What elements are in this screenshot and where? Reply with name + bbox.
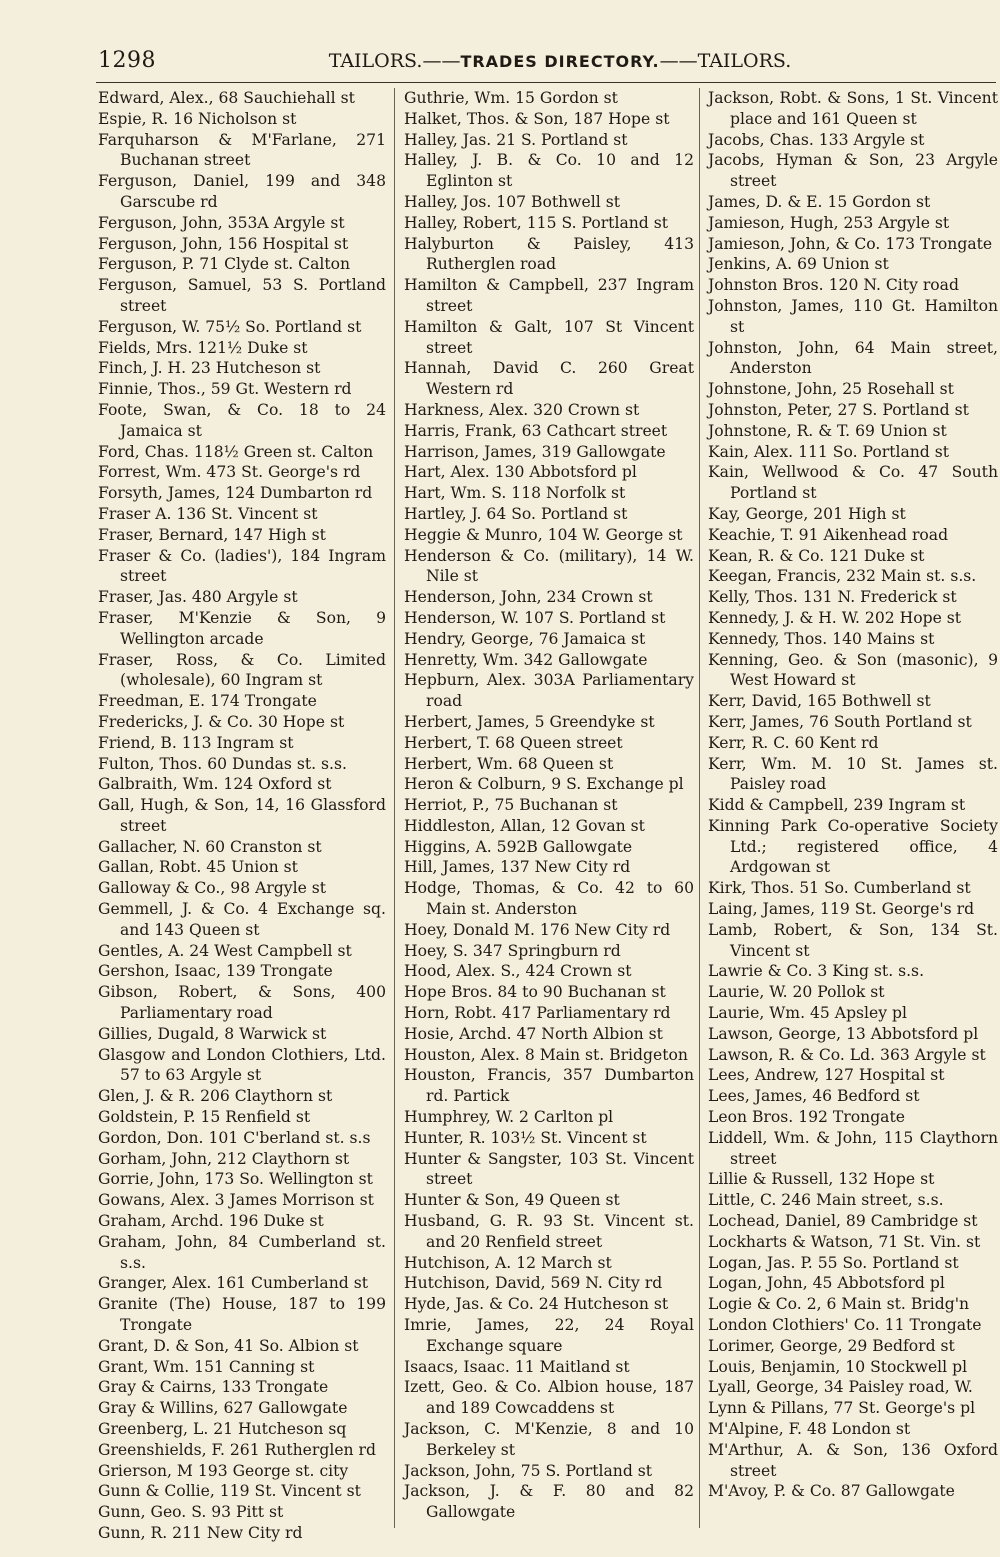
directory-entry: Jamieson, John, & Co. 173 Trongate — [708, 234, 993, 253]
directory-entry: Fields, Mrs. 121½ Duke st — [98, 338, 308, 357]
directory-entry: Gentles, A. 24 West Campbell st — [98, 941, 352, 960]
directory-entry: Ferguson, John, 353A Argyle st — [98, 213, 345, 232]
directory-entry: Glasgow and London Clothiers, Ltd. 57 to 63 Argyle st — [98, 1045, 386, 1085]
directory-entry: Hutchison, A. 12 March st — [404, 1253, 612, 1272]
directory-entry: Halley, Jas. 21 S. Portland st — [404, 130, 628, 149]
directory-entry: Logan, Jas. P. 55 So. Portland st — [708, 1253, 959, 1272]
directory-entry: Horn, Robt. 417 Parliamentary rd — [404, 1004, 671, 1023]
page-number: 1298 — [98, 48, 156, 73]
directory-entry: Heron & Colburn, 9 S. Exchange pl — [404, 775, 684, 794]
column-3 — [708, 88, 998, 1502]
right-heading: TAILORS. — [697, 50, 792, 72]
directory-entry: Grant, D. & Son, 41 So. Albion st — [98, 1336, 359, 1355]
page-header — [0, 44, 1000, 74]
directory-entry: Gorham, John, 212 Claythorn st — [98, 1149, 350, 1168]
directory-entry: Gray & Willins, 627 Gallowgate — [98, 1399, 348, 1418]
directory-entry: Gunn, Geo. S. 93 Pitt st — [98, 1503, 284, 1522]
directory-entry: Henderson, John, 234 Crown st — [404, 588, 653, 607]
directory-entry: Gallan, Robt. 45 Union st — [98, 858, 298, 877]
directory-entry: Herbert, Wm. 68 Queen st — [404, 754, 614, 773]
directory-entry: Herbert, James, 5 Greendyke st — [404, 712, 655, 731]
directory-entry: Ferguson, W. 75½ So. Portland st — [98, 317, 362, 336]
directory-entry: Forsyth, James, 124 Dumbarton rd — [98, 484, 373, 503]
directory-entry: Fraser, Bernard, 147 High st — [98, 525, 326, 544]
directory-entry: Hannah, David C. 260 Great Western rd — [404, 359, 694, 399]
directory-entry: Lawrie & Co. 3 King st. s.s. — [708, 962, 925, 981]
directory-entry: Hosie, Archd. 47 North Albion st — [404, 1024, 663, 1043]
directory-entry: Jackson, C. M'Kenzie, 8 and 10 Berkeley st — [404, 1420, 694, 1459]
directory-entry: Logan, John, 45 Abbotsford pl — [708, 1274, 945, 1293]
center-heading: TRADES DIRECTORY. — [460, 52, 660, 71]
directory-entry: Hart, Wm. S. 118 Norfolk st — [404, 484, 626, 503]
directory-entry: Kean, R. & Co. 121 Duke st — [708, 546, 925, 565]
directory-entry: Johnstone, R. & T. 69 Union st — [708, 421, 947, 440]
directory-entry: Higgins, A. 592B Gallowgate — [404, 837, 633, 856]
directory-entry: Gillies, Dugald, 8 Warwick st — [98, 1024, 327, 1043]
directory-entry: Husband, G. R. 93 St. Vincent st. and 20 Renfield street — [404, 1212, 694, 1251]
directory-entry: Jamieson, Hugh, 253 Argyle st — [708, 213, 950, 232]
directory-entry: Glen, J. & R. 206 Claythorn st — [98, 1087, 333, 1106]
directory-entry: Lees, James, 46 Bedford st — [708, 1087, 920, 1106]
directory-entry: Ford, Chas. 118½ Green st. Calton — [98, 442, 374, 461]
directory-entry: Gowans, Alex. 3 James Morrison st — [98, 1191, 374, 1210]
directory-entry: Hendry, George, 76 Jamaica st — [404, 629, 646, 648]
directory-entry: Hodge, Thomas, & Co. 42 to 60 Main st. Anderston — [404, 879, 694, 919]
directory-entry: M'Avoy, P. & Co. 87 Gallowgate — [708, 1482, 955, 1501]
directory-entry: Friend, B. 113 Ingram st — [98, 733, 294, 752]
directory-entry: Hood, Alex. S., 424 Crown st — [404, 962, 632, 981]
left-heading: TAILORS. — [328, 50, 423, 72]
directory-entry: Hunter, R. 103½ St. Vincent st — [404, 1128, 647, 1147]
directory-entry: Kennedy, J. & H. W. 202 Hope st — [708, 608, 962, 627]
directory-entry: Gordon, Don. 101 C'berland st. s.s — [98, 1128, 371, 1147]
directory-entry: Halyburton & Paisley, 413 Rutherglen road — [404, 234, 694, 274]
directory-entry: London Clothiers' Co. 11 Trongate — [708, 1316, 982, 1335]
directory-entry: Halley, J. B. & Co. 10 and 12 Eglinton st — [404, 151, 694, 191]
directory-entry: Freedman, E. 174 Trongate — [98, 692, 317, 711]
directory-entry: Izett, Geo. & Co. Albion house, 187 and 189 Cowcaddens st — [404, 1378, 694, 1418]
column-divider — [394, 88, 395, 1528]
directory-entry: Harris, Frank, 63 Cathcart street — [404, 421, 668, 440]
directory-entry: Gall, Hugh, & Son, 14, 16 Glassford street — [98, 796, 386, 835]
directory-entry: Herbert, T. 68 Queen street — [404, 733, 623, 752]
directory-entry: Hutchison, David, 569 N. City rd — [404, 1274, 663, 1293]
directory-entry: Gemmell, J. & Co. 4 Exchange sq. and 143 Queen st — [98, 900, 386, 939]
directory-entry: Harkness, Alex. 320 Crown st — [404, 400, 640, 419]
directory-entry: Jackson, Robt. & Sons, 1 St. Vincent place and 161 Queen st — [708, 89, 998, 128]
directory-entry: Leon Bros. 192 Trongate — [708, 1108, 905, 1127]
directory-entry: Hoey, S. 347 Springburn rd — [404, 941, 621, 960]
directory-entry: Galloway & Co., 98 Argyle st — [98, 879, 327, 898]
directory-entry: Johnston Bros. 120 N. City road — [708, 276, 959, 295]
directory-entry: Greenshields, F. 261 Rutherglen rd — [98, 1440, 376, 1459]
running-head: TAILORS.——TRADES DIRECTORY.——TAILORS. — [328, 50, 792, 72]
directory-entry: Houston, Francis, 357 Dumbarton rd. Partick — [404, 1066, 694, 1106]
directory-entry: Logie & Co. 2, 6 Main st. Bridg'n — [708, 1295, 970, 1314]
column-1 — [98, 88, 386, 1544]
directory-entry: Hunter & Sangster, 103 St. Vincent street — [404, 1149, 694, 1189]
directory-entry: Humphrey, W. 2 Carlton pl — [404, 1108, 614, 1127]
directory-entry: Laing, James, 119 St. George's rd — [708, 900, 975, 919]
directory-entry: Keegan, Francis, 232 Main st. s.s. — [708, 567, 977, 586]
directory-entry: Louis, Benjamin, 10 Stockwell pl — [708, 1357, 968, 1376]
directory-entry: Kerr, James, 76 South Portland st — [708, 712, 972, 731]
column-2 — [404, 88, 694, 1523]
directory-entry: Ferguson, P. 71 Clyde st. Calton — [98, 255, 351, 274]
directory-entry: Kay, George, 201 High st — [708, 504, 906, 523]
directory-entry: Finch, J. H. 23 Hutcheson st — [98, 359, 321, 378]
header-rule — [96, 82, 996, 83]
directory-entry: Halley, Robert, 115 S. Portland st — [404, 213, 668, 232]
directory-entry: Lillie & Russell, 132 Hope st — [708, 1170, 935, 1189]
directory-entry: Hartley, J. 64 So. Portland st — [404, 504, 628, 523]
directory-entry: Kerr, David, 165 Bothwell st — [708, 692, 931, 711]
directory-entry: Halley, Jos. 107 Bothwell st — [404, 192, 620, 211]
directory-entry: Hepburn, Alex. 303A Parliamentary road — [404, 671, 694, 711]
directory-entry: Hope Bros. 84 to 90 Buchanan st — [404, 983, 666, 1002]
directory-entry: Galbraith, Wm. 124 Oxford st — [98, 775, 332, 794]
directory-entry: Graham, Archd. 196 Duke st — [98, 1212, 324, 1231]
directory-entry: Gallacher, N. 60 Cranston st — [98, 837, 322, 856]
directory-entry: Gray & Cairns, 133 Trongate — [98, 1378, 329, 1397]
directory-entry: Jacobs, Hyman & Son, 23 Argyle street — [708, 151, 998, 191]
directory-entry: Farquharson & M'Farlane, 271 Buchanan street — [98, 130, 386, 170]
directory-entry: Houston, Alex. 8 Main st. Bridgeton — [404, 1045, 688, 1064]
directory-entry: Gunn, R. 211 New City rd — [98, 1523, 303, 1542]
directory-entry: Gershon, Isaac, 139 Trongate — [98, 962, 333, 981]
directory-entry: Kinning Park Co-operative Society Ltd.; registered office, 4 Ardgowan st — [708, 816, 998, 877]
directory-entry: Forrest, Wm. 473 St. George's rd — [98, 463, 361, 482]
directory-entry: Lynn & Pillans, 77 St. George's pl — [708, 1399, 976, 1418]
directory-entry: Fredericks, J. & Co. 30 Hope st — [98, 712, 345, 731]
directory-entry: Espie, R. 16 Nicholson st — [98, 109, 297, 128]
directory-entry: Hamilton & Campbell, 237 Ingram street — [404, 276, 694, 315]
directory-entry: Herriot, P., 75 Buchanan st — [404, 796, 618, 815]
directory-entry: Fraser A. 136 St. Vincent st — [98, 504, 318, 523]
directory-entry: Goldstein, P. 15 Renfield st — [98, 1108, 311, 1127]
directory-entry: Hamilton & Galt, 107 St Vincent street — [404, 317, 694, 357]
directory-entry: Kirk, Thos. 51 So. Cumberland st — [708, 879, 971, 898]
directory-entry: Finnie, Thos., 59 Gt. Western rd — [98, 380, 352, 399]
directory-entry: Grant, Wm. 151 Canning st — [98, 1357, 315, 1376]
directory-entry: Granger, Alex. 161 Cumberland st — [98, 1274, 368, 1293]
directory-entry: Hart, Alex. 130 Abbotsford pl — [404, 463, 637, 482]
directory-entry: Foote, Swan, & Co. 18 to 24 Jamaica st — [98, 400, 386, 440]
directory-entry: M'Alpine, F. 48 London st — [708, 1420, 911, 1438]
directory-entry: Ferguson, John, 156 Hospital st — [98, 234, 349, 253]
directory-entry: Kidd & Campbell, 239 Ingram st — [708, 796, 966, 815]
directory-entry: Jacobs, Chas. 133 Argyle st — [708, 130, 925, 149]
directory-entry: Fulton, Thos. 60 Dundas st. s.s. — [98, 754, 347, 773]
directory-entry: James, D. & E. 15 Gordon st — [708, 192, 931, 211]
directory-entry: Hyde, Jas. & Co. 24 Hutcheson st — [404, 1295, 669, 1314]
directory-entry: Lamb, Robert, & Son, 134 St. Vincent st — [708, 920, 998, 960]
directory-entry: Johnston, Peter, 27 S. Portland st — [708, 400, 969, 419]
directory-entry: Jackson, John, 75 S. Portland st — [404, 1461, 653, 1480]
directory-entry: Imrie, James, 22, 24 Royal Exchange square — [404, 1316, 694, 1355]
directory-entry: M'Arthur, A. & Son, 136 Oxford street — [708, 1440, 998, 1480]
directory-entry: Johnston, James, 110 Gt. Hamilton st — [708, 296, 998, 336]
directory-entry: Guthrie, Wm. 15 Gordon st — [404, 89, 618, 107]
directory-entry: Keachie, T. 91 Aikenhead road — [708, 525, 949, 544]
directory-entry: Hiddleston, Allan, 12 Govan st — [404, 816, 645, 835]
directory-entry: Harrison, James, 319 Gallowgate — [404, 442, 666, 461]
directory-entry: Johnstone, John, 25 Rosehall st — [708, 380, 954, 399]
directory-entry: Gorrie, John, 173 So. Wellington st — [98, 1170, 373, 1189]
directory-entry: Lawson, R. & Co. Ld. 363 Argyle st — [708, 1045, 986, 1064]
directory-entry: Kain, Alex. 111 So. Portland st — [708, 442, 950, 461]
directory-entry: Johnston, John, 64 Main street, Anderston — [708, 338, 998, 378]
directory-entry: Fraser, Jas. 480 Argyle st — [98, 588, 298, 607]
directory-entry: Gibson, Robert, & Sons, 400 Parliamentary road — [98, 983, 386, 1023]
directory-entry: Kerr, R. C. 60 Kent rd — [708, 733, 879, 752]
directory-entry: Hoey, Donald M. 176 New City rd — [404, 920, 671, 939]
directory-entry: Graham, John, 84 Cumberland st. s.s. — [98, 1232, 386, 1272]
directory-entry: Jenkins, A. 69 Union st — [708, 255, 889, 274]
directory-entry: Hunter & Son, 49 Queen st — [404, 1191, 620, 1210]
directory-entry: Grierson, M 193 George st. city — [98, 1461, 349, 1480]
directory-entry: Lees, Andrew, 127 Hospital st — [708, 1066, 945, 1085]
directory-entry: Halket, Thos. & Son, 187 Hope st — [404, 109, 670, 128]
directory-entry: Henderson, W. 107 S. Portland st — [404, 608, 666, 627]
directory-entry: Hill, James, 137 New City rd — [404, 858, 631, 877]
directory-entry: Henderson & Co. (military), 14 W. Nile st — [404, 546, 694, 586]
directory-entry: Kennedy, Thos. 140 Mains st — [708, 629, 935, 648]
directory-entry: Laurie, Wm. 45 Apsley pl — [708, 1004, 908, 1023]
directory-entry: Fraser, Ross, & Co. Limited (wholesale), 60 Ingram st — [98, 650, 386, 690]
directory-entry: Lyall, George, 34 Paisley road, W. — [708, 1378, 973, 1397]
directory-entry: Kelly, Thos. 131 N. Frederick st — [708, 588, 957, 607]
directory-entry: Lochead, Daniel, 89 Cambridge st — [708, 1212, 978, 1231]
directory-entry: Fraser, M'Kenzie & Son, 9 Wellington arcade — [98, 608, 386, 648]
directory-entry: Little, C. 246 Main street, s.s. — [708, 1191, 944, 1210]
directory-entry: Edward, Alex., 68 Sauchiehall st — [98, 89, 355, 107]
directory-entry: Lockharts & Watson, 71 St. Vin. st — [708, 1232, 981, 1251]
directory-entry: Kerr, Wm. M. 10 St. James st. Paisley road — [708, 754, 998, 794]
directory-entry: Lawson, George, 13 Abbotsford pl — [708, 1024, 979, 1043]
directory-entry: Granite (The) House, 187 to 199 Trongate — [98, 1295, 386, 1335]
directory-entry: Ferguson, Daniel, 199 and 348 Garscube rd — [98, 172, 386, 211]
directory-entry: Greenberg, L. 21 Hutcheson sq — [98, 1420, 347, 1438]
directory-entry: Gunn & Collie, 119 St. Vincent st — [98, 1482, 361, 1501]
directory-entry: Jackson, J. & F. 80 and 82 Gallowgate — [404, 1482, 694, 1522]
directory-entry: Laurie, W. 20 Pollok st — [708, 983, 885, 1002]
directory-entry: Lorimer, George, 29 Bedford st — [708, 1336, 955, 1355]
directory-entry: Kain, Wellwood & Co. 47 South Portland st — [708, 463, 998, 503]
directory-entry: Liddell, Wm. & John, 115 Claythorn street — [708, 1128, 998, 1168]
directory-entry: Henretty, Wm. 342 Gallowgate — [404, 650, 648, 669]
column-divider — [699, 88, 700, 1528]
directory-entry: Fraser & Co. (ladies'), 184 Ingram street — [98, 546, 386, 586]
directory-entry: Ferguson, Samuel, 53 S. Portland street — [98, 276, 386, 315]
directory-entry: Isaacs, Isaac. 11 Maitland st — [404, 1357, 630, 1376]
directory-entry: Heggie & Munro, 104 W. George st — [404, 525, 683, 544]
directory-entry: Kenning, Geo. & Son (masonic), 9 West Howard st — [708, 650, 998, 690]
